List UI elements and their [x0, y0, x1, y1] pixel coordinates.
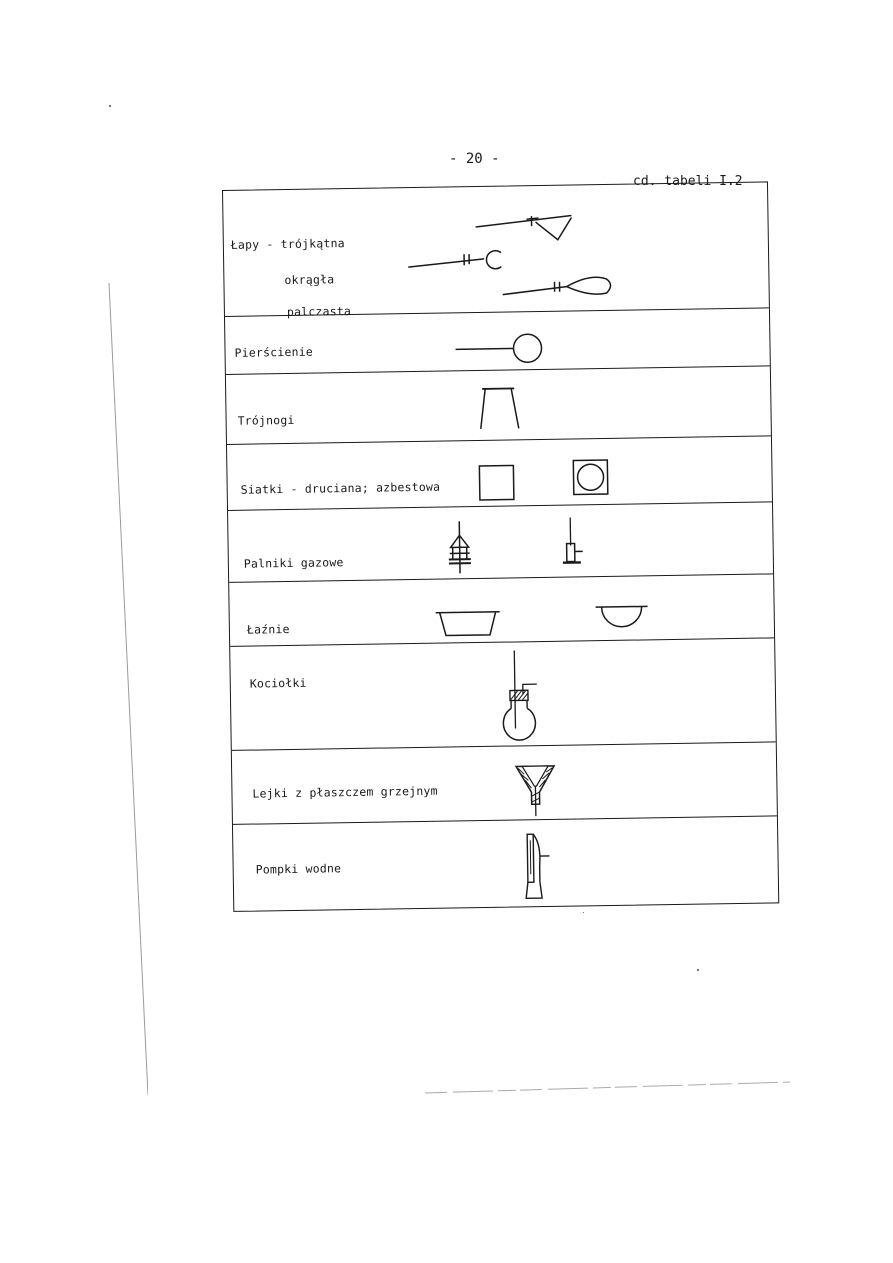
triangular-clamp-icon — [473, 203, 574, 245]
page-number: - 20 - — [449, 151, 500, 167]
scan-speck — [109, 105, 111, 107]
round-clamp-icon — [406, 245, 506, 277]
table-row-rings — [225, 308, 770, 375]
table-row-pumps — [233, 816, 778, 913]
row-label-funnels: Lejki z płaszczem grzejnym — [252, 783, 438, 801]
row-label-burners: Palniki gazowe — [243, 555, 344, 571]
bunsen-burner-icon — [558, 515, 589, 569]
row-label-baths: Łaźnie — [246, 621, 290, 637]
heated-funnel-icon — [512, 760, 559, 819]
bowl-bath-icon — [594, 602, 650, 633]
scan-speck — [697, 969, 699, 971]
table-row-tripods — [226, 366, 771, 445]
row-label-rings: Pierścienie — [234, 344, 314, 360]
teclu-burner-icon — [444, 519, 475, 575]
row-label-pumps: Pompki wodne — [255, 861, 342, 877]
asbestos-gauze-icon — [570, 457, 611, 498]
scan-speck — [583, 912, 584, 913]
equipment-table-wrapper — [222, 181, 781, 914]
finger-clamp-icon — [500, 271, 615, 303]
scan-margin-line — [108, 283, 148, 1095]
table-row-funnels — [232, 742, 777, 825]
scan-bottom-line — [425, 1076, 790, 1096]
row-sublabel-finger: palczasta — [286, 303, 352, 319]
table-row-clamps — [223, 182, 769, 317]
wire-gauze-icon — [476, 462, 517, 503]
water-bath-icon — [434, 609, 504, 640]
table-row-gauzes — [227, 436, 772, 511]
boiler-flask-icon — [496, 648, 548, 745]
table-row-burners — [228, 502, 773, 583]
tripod-icon — [474, 384, 525, 431]
water-pump-icon — [517, 830, 558, 903]
table-row-boilers — [230, 638, 776, 751]
equipment-table — [222, 181, 779, 911]
row-label-tripods: Trójnogi — [237, 412, 295, 428]
row-label-gauzes: Siatki - druciana; azbestowa — [240, 479, 441, 497]
row-label-clamps: Łapy - trójkątna — [230, 236, 345, 252]
row-label-boilers: Kociołki — [249, 675, 307, 691]
ring-stand-icon — [453, 330, 554, 368]
table-row-baths — [229, 574, 774, 647]
row-sublabel-round: okrągła — [284, 272, 335, 288]
table-caption: cd. tabeli I.2 — [633, 174, 743, 189]
